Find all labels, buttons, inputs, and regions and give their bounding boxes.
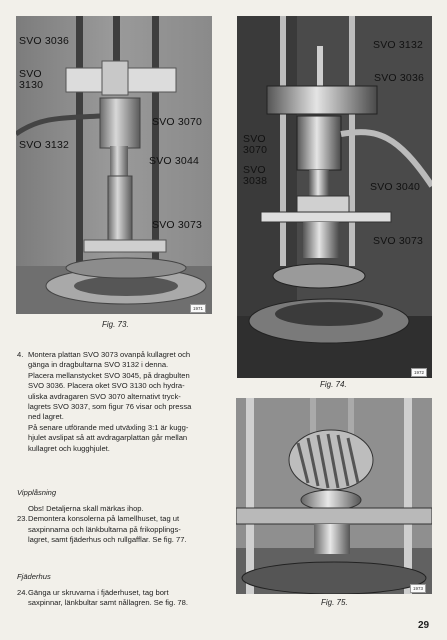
item-4-line: lagrets SVO 3037, som figur 76 visar och pressa bbox=[28, 402, 192, 412]
item-24-line: Gänga ur skruvarna i fjäderhuset, tag bort bbox=[28, 588, 169, 597]
item-4 bbox=[17, 350, 217, 454]
fig73-photo-number: 1971 bbox=[190, 304, 206, 313]
item-4-extra-line: kullagret och kugghjulet. bbox=[28, 443, 110, 453]
fig74-label-svo3073: SVO 3073 bbox=[373, 235, 424, 247]
section-heading-vipplasning: Vipplåsning bbox=[17, 488, 57, 497]
fig73-label-svo3132: SVO 3132 bbox=[19, 139, 70, 151]
fig74-label-svo3038: SVO 3038 bbox=[243, 164, 268, 187]
fig73-label-svo3044: SVO 3044 bbox=[149, 155, 200, 167]
item-23-number: 23. bbox=[17, 514, 28, 524]
item-23-line: Demontera konsolerna på lamellhuset, tag ut bbox=[28, 514, 180, 524]
fig73-photo bbox=[16, 16, 212, 314]
fig74-caption: Fig. 74. bbox=[320, 380, 347, 389]
section-heading-fjaderhus: Fjäderhus bbox=[17, 572, 51, 581]
item-4-extra-line: På senare utförande med utväxling 3:1 är kugg- bbox=[28, 422, 189, 432]
fig73-label-svo3070: SVO 3070 bbox=[152, 116, 203, 128]
note: Obs! Detaljerna skall märkas ihop. bbox=[28, 504, 144, 513]
fig73-label-svo3073: SVO 3073 bbox=[152, 219, 203, 231]
item-4-extra-line: hjulet avslipat så att avdragarplattan går mellan bbox=[28, 433, 188, 443]
item-4-line: ned lagret. bbox=[28, 412, 64, 422]
item-4-number: 4. bbox=[17, 350, 24, 359]
item-4-line: SVO 3036. Placera oket SVO 3130 och hydra- bbox=[28, 381, 185, 391]
item-4-line: Placera mellanstycket SVO 3045, på dragbulten bbox=[28, 370, 190, 380]
fig73-label-svo3036: SVO 3036 bbox=[19, 35, 70, 47]
item-23-line: saxpinnarna och länkbultarna på frikopplings- bbox=[28, 524, 181, 534]
section-fjaderhus bbox=[17, 588, 217, 609]
fig75-photo-number: 1973 bbox=[410, 584, 426, 593]
item-4-line: gänga in dragbultarna SVO 3132 i denna. bbox=[28, 360, 169, 370]
item-4-line: uliska avdragaren SVO 3070 alternativt tryck- bbox=[28, 391, 181, 401]
item-24-line: saxpinnar, länkbultar samt nållagren. Se fig. 78. bbox=[28, 598, 188, 608]
item-24-number: 24. bbox=[17, 588, 28, 597]
fig74-photo-number: 1972 bbox=[411, 368, 427, 377]
fig75-illustration bbox=[236, 398, 432, 594]
section-vipplasning bbox=[17, 504, 217, 546]
fig73-caption: Fig. 73. bbox=[102, 320, 129, 329]
fig74-label-svo3132: SVO 3132 bbox=[373, 39, 424, 51]
fig74-label-svo3040: SVO 3040 bbox=[370, 181, 421, 193]
fig74-photo bbox=[237, 16, 432, 378]
fig74-label-svo3070: SVO 3070 bbox=[243, 133, 268, 156]
item-4-line: Montera plattan SVO 3073 ovanpå kullagret och bbox=[28, 350, 191, 359]
fig75-caption: Fig. 75. bbox=[321, 598, 348, 607]
fig73-label-svo3130: SVO 3130 bbox=[19, 68, 44, 91]
item-23-line: lagret, samt fjäderhus och rullgafflar. Se fig. 77. bbox=[28, 535, 187, 545]
fig75-photo bbox=[236, 398, 432, 594]
page-number: 29 bbox=[418, 620, 430, 631]
fig74-label-svo3036: SVO 3036 bbox=[374, 72, 425, 84]
fig74-illustration bbox=[237, 16, 432, 378]
